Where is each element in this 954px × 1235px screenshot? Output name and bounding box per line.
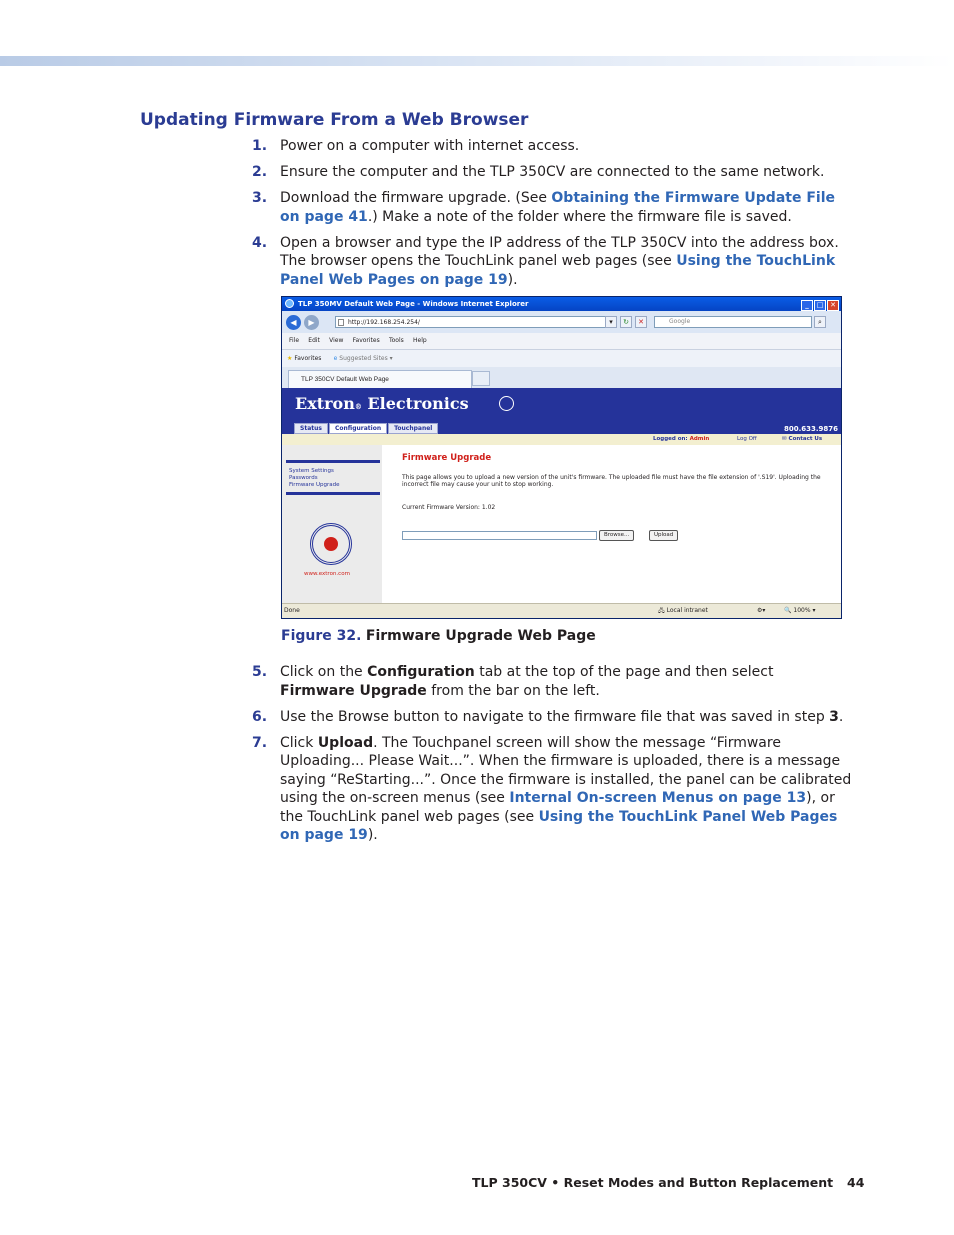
security-icon[interactable]: ⚙▾ <box>757 607 766 614</box>
header-gradient-bar <box>0 56 954 66</box>
phone-number: 800.633.9876 <box>783 425 838 433</box>
logged-on-label: Logged on: Admin <box>653 436 710 442</box>
refresh-icon[interactable]: ↻ <box>620 316 632 328</box>
left-sidebar <box>282 445 382 603</box>
page-number: 44 <box>847 1175 865 1190</box>
extron-url-link[interactable]: www.extron.com <box>304 571 350 577</box>
zone-indicator: 🖧 Local intranet <box>658 607 708 614</box>
sidebar-item-system-settings[interactable]: System Settings <box>289 468 334 474</box>
address-input[interactable]: http://192.168.254.254/ <box>335 316 616 328</box>
sidebar-item-passwords[interactable]: Passwords <box>289 475 318 481</box>
menu-edit[interactable]: Edit <box>308 337 320 344</box>
dropdown-icon[interactable]: ▾ <box>605 316 617 328</box>
sidebar-item-firmware-upgrade[interactable]: Firmware Upgrade <box>289 482 340 488</box>
extron-globe-icon <box>499 396 514 411</box>
step-1: 1. Power on a computer with internet access. <box>252 138 580 154</box>
page-icon <box>338 319 344 326</box>
search-input[interactable]: Google <box>654 316 812 328</box>
tab-row <box>282 367 841 388</box>
envelope-icon: ✉ <box>782 436 787 442</box>
back-icon[interactable]: ◀ <box>286 315 301 330</box>
favorites-button[interactable]: ★ Favorites <box>287 355 322 362</box>
step-3: 3. Download the firmware upgrade. (See Obtaining the Firmware Update File on page 41.) Make a note of the folder where the firmware file is saved. <box>252 190 835 225</box>
stop-icon[interactable]: ✕ <box>635 316 647 328</box>
footer-title: TLP 350CV • Reset Modes and Button Replacement <box>472 1175 834 1190</box>
step-4: 4. Open a browser and type the IP address of the TLP 350CV into the address box. The browser opens the TouchLink panel web pages (see Using the TouchLink Panel Web Pages on page 19). <box>252 234 839 288</box>
extron-seal-icon <box>310 523 352 565</box>
status-text: Done <box>284 607 300 614</box>
link-touchlink-web-pages[interactable]: Using the TouchLink Panel Web Pages on page 19 <box>280 253 836 288</box>
log-off-link[interactable]: Log Off <box>737 436 757 442</box>
step-6: 6. Use the Browse button to navigate to the firmware file that was saved in step 3. <box>252 708 844 725</box>
ie-icon <box>285 299 294 308</box>
forward-icon[interactable]: ▶ <box>304 315 319 330</box>
browser-tab[interactable]: TLP 350CV Default Web Page <box>288 370 472 388</box>
browse-button[interactable]: Browse... <box>599 530 634 541</box>
sidebar-links <box>286 460 380 495</box>
link-onscreen-menus[interactable]: Internal On-screen Menus on page 13 <box>509 790 807 806</box>
figure-caption: Figure 32. Firmware Upgrade Web Page <box>281 628 596 644</box>
web-tabs <box>294 423 439 434</box>
contact-us-link[interactable]: ✉ Contact Us <box>782 436 823 442</box>
section-title: Updating Firmware From a Web Browser <box>140 110 529 130</box>
menu-bar <box>282 333 841 350</box>
favorites-bar <box>282 350 841 367</box>
firmware-title: Firmware Upgrade <box>402 453 492 463</box>
tab-status[interactable]: Status <box>294 423 328 434</box>
star-icon: ★ <box>287 355 293 362</box>
steps-list-top <box>252 137 858 297</box>
menu-file[interactable]: File <box>289 337 300 344</box>
address-row <box>282 311 841 333</box>
step-5: 5. Click on the Configuration tab at the top of the page and then select Firmware Upgrade from the bar on the left. <box>252 664 774 699</box>
ie-page-icon: e <box>333 355 338 362</box>
steps-list-bottom <box>252 663 858 852</box>
menu-tools[interactable]: Tools <box>388 337 404 344</box>
web-page-content <box>282 388 841 603</box>
firmware-version: Current Firmware Version: 1.02 <box>402 503 496 511</box>
login-bar <box>282 434 841 445</box>
file-path-input[interactable] <box>402 531 597 540</box>
minimize-icon[interactable]: _ <box>801 300 813 311</box>
upload-button[interactable]: Upload <box>649 530 678 541</box>
step-2: 2. Ensure the computer and the TLP 350CV are connected to the same network. <box>252 164 825 180</box>
firmware-description: This page allows you to upload a new version of the unit's firmware. The uploaded file must have the file extension of '.S19'. Uploading the incorrect file may cause your unit to stop working. <box>402 473 821 488</box>
browser-screenshot <box>281 296 842 619</box>
brand-logo-text: Extron® Electronics <box>295 394 469 413</box>
extron-banner <box>282 388 841 445</box>
menu-favorites[interactable]: Favorites <box>352 337 380 344</box>
zoom-control[interactable]: 🔍 100% ▾ <box>784 607 816 614</box>
tab-touchpanel[interactable]: Touchpanel <box>388 423 438 434</box>
search-icon[interactable]: ⌕ <box>814 316 826 328</box>
maximize-icon[interactable]: □ <box>814 300 826 311</box>
window-titlebar: TLP 350MV Default Web Page - Windows Internet Explorer _ □ ✕ <box>282 297 841 311</box>
close-icon[interactable]: ✕ <box>827 300 839 311</box>
tab-configuration[interactable]: Configuration <box>329 423 387 434</box>
zoom-icon: 🔍 <box>784 607 792 614</box>
intranet-icon: 🖧 <box>658 607 665 614</box>
firmware-panel <box>402 453 832 538</box>
new-tab-button[interactable] <box>472 371 490 386</box>
step-7: 7. Click Upload. The Touchpanel screen will show the message “Firmware Uploading... Please Wait...”. When the firmware is uploaded, there is a message saying “ReStarting...”. Once the firmware is installed, the panel can be calibrated using the on-screen menus (see Internal On-screen Menus on page 13), or the TouchLink panel web pages (see Using the TouchLink Panel Web Pages on page 19). <box>252 734 852 843</box>
status-bar <box>282 603 841 619</box>
link-firmware-file[interactable]: Obtaining the Firmware Update File on page 41 <box>280 190 835 225</box>
suggested-sites-button[interactable]: e Suggested Sites ▾ <box>333 355 393 362</box>
link-touchlink-web-pages-2[interactable]: Using the TouchLink Panel Web Pages on page 19 <box>280 808 838 843</box>
menu-view[interactable]: View <box>329 337 344 344</box>
menu-help[interactable]: Help <box>412 337 427 344</box>
